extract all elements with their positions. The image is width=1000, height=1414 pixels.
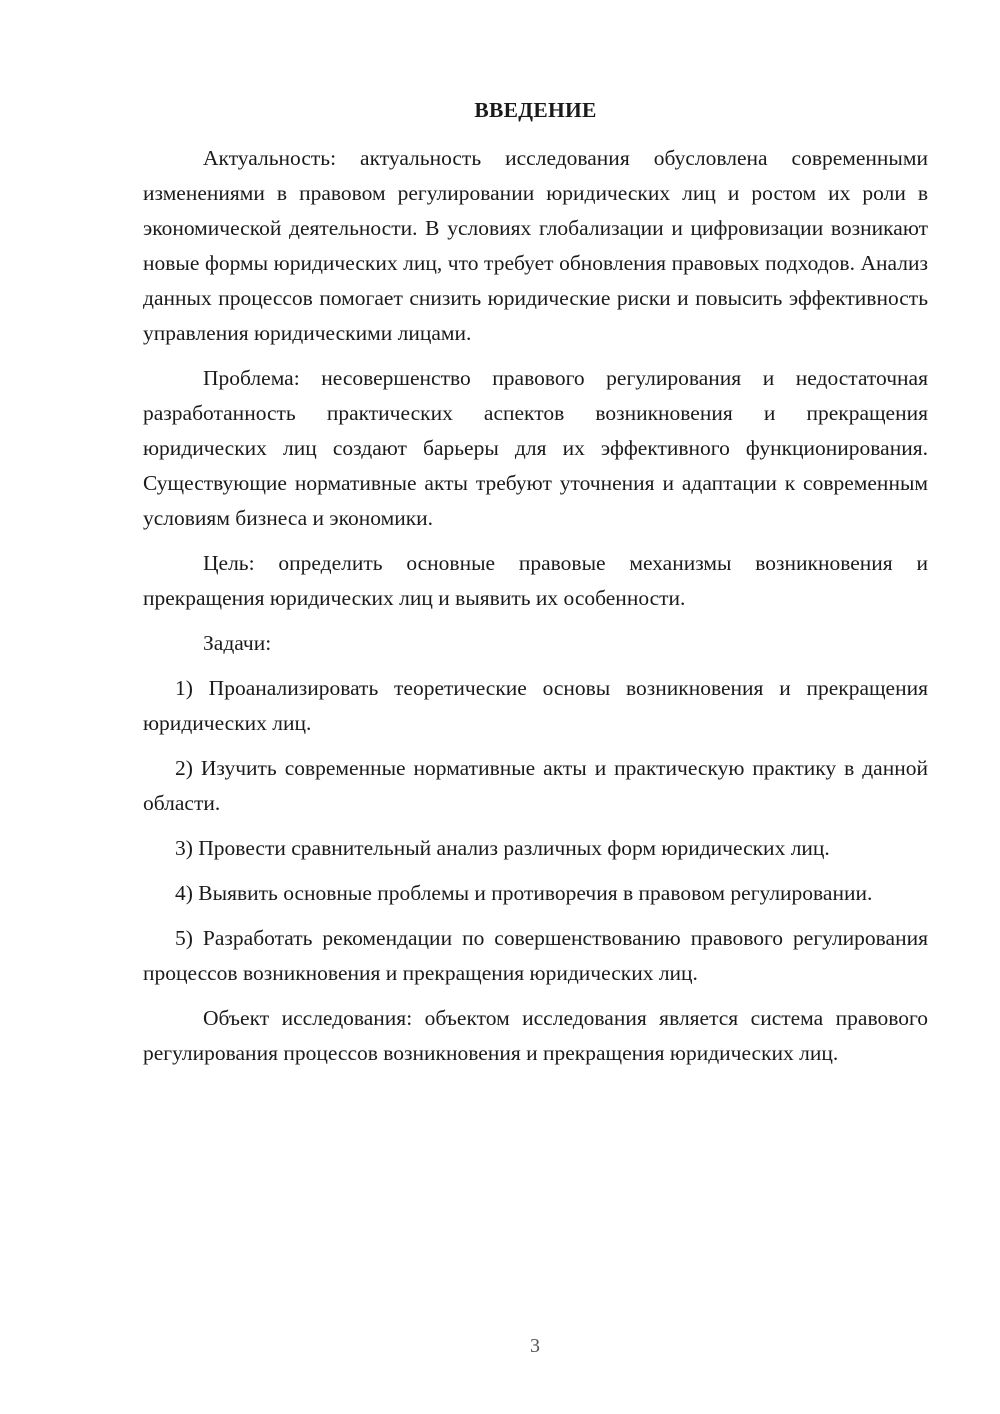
- goal-paragraph: Цель: определить основные правовые механизмы возникновения и прекращения юридических лиц и выявить их особенности.: [143, 551, 928, 610]
- task-item-5: 5) Разработать рекомендации по совершенствованию правового регулирования процессов возникновения и прекращения юридических лиц.: [143, 926, 928, 985]
- page-number: 3: [530, 1335, 540, 1357]
- object-paragraph: Объект исследования: объектом исследования является система правового регулирования процессов возникновения и прекращения юридических лиц.: [143, 1006, 928, 1065]
- task-item-2: 2) Изучить современные нормативные акты и практическую практику в данной области.: [143, 756, 928, 815]
- task-item-3: 3) Провести сравнительный анализ различных форм юридических лиц.: [175, 836, 830, 860]
- section-title: ВВЕДЕНИЕ: [474, 98, 597, 122]
- tasks-label: Задачи:: [203, 631, 272, 655]
- problem-paragraph: Проблема: несовершенство правового регулирования и недостаточная разработанность практических аспектов возникновения и прекращения юридических лиц создают барьеры для их эффективного функционирования. Существующие нормативные акты требуют уточнения и адаптации к современным условиям бизнеса и экономики.: [143, 366, 928, 530]
- relevance-paragraph: Актуальность: актуальность исследования обусловлена современными изменениями в правовом регулировании юридических лиц и ростом их роли в экономической деятельности. В условиях глобализации и цифровизации возникают новые формы юридических лиц, что требует обновления правовых подходов. Анализ данных процессов помогает снизить юридические риски и повысить эффективность управления юридическими лицами.: [143, 146, 928, 345]
- document-page: [143, 93, 928, 1081]
- task-item-1: 1) Проанализировать теоретические основы возникновения и прекращения юридических лиц.: [143, 676, 928, 735]
- task-item-4: 4) Выявить основные проблемы и противоречия в правовом регулировании.: [175, 881, 873, 905]
